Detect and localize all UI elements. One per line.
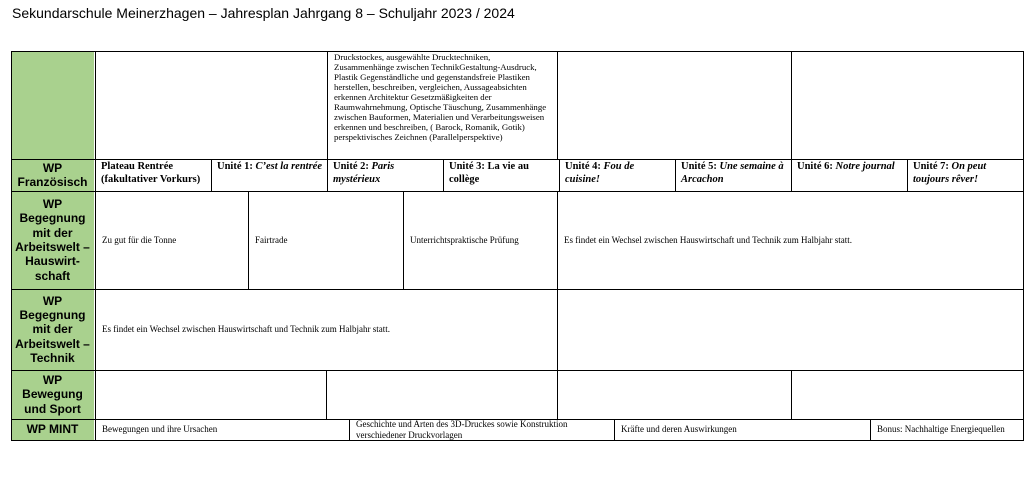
row-label-technik: WP Begegnung mit der Arbeitswelt – Technik	[11, 289, 94, 370]
mint-cell: Geschichte und Arten des 3D-Druckes sowie Konstruktion verschiedener Druckvorlagen	[356, 419, 568, 440]
unit-5: Unité 5: Une semaine à Arcachon	[681, 161, 784, 185]
unit-6: Unité 6: Notre journal	[797, 161, 895, 172]
mint-cell: Kräfte und deren Auswirkungen	[621, 424, 737, 435]
row-label-franzoesisch: WP Französisch	[11, 159, 94, 191]
hauswirtschaft-cell: Zu gut für die Tonne	[102, 234, 177, 245]
unit-3: Unité 3: La vie au collège	[449, 161, 529, 185]
mint-cell: Bewegungen und ihre Ursachen	[102, 424, 218, 435]
unit-7: Unité 7: On peut toujours rêver!	[913, 161, 987, 185]
page-title: Sekundarschule Meinerzhagen – Jahresplan Jahrgang 8 – Schuljahr 2023 / 2024	[12, 5, 515, 21]
hauswirtschaft-cell: Unterrichtspraktische Prüfung	[410, 234, 519, 245]
row-label-mint: WP MINT	[11, 419, 94, 440]
kunst-cell-text: Druckstockes, ausgewählte Drucktechniken, Zusammenhänge zwischen TechnikGestaltung-Ausdruck, Plastik Gegenständliche und gegenstandsfreie Plastiken herstellen, beschreiben, vergleichen, Aussageabsichten erkennen Architektur Gesetzmäßigkeiten der Raumwahrnehmung, Optische Täuschung, Zusammenhänge zwischen Bauformen, Materialien und Verarbeitungsweisen erkennen und beschreiben, ( Barock, Romanik, Gotik) perspektivisches Zeichnen (Parallelperspektive)	[334, 52, 547, 143]
technik-cell: Es findet ein Wechsel zwischen Hauswirtschaft und Technik zum Halbjahr statt.	[102, 324, 390, 335]
hauswirtschaft-cell: Fairtrade	[255, 234, 288, 245]
row-label-hauswirtschaft: WP Begegnung mit der Arbeitswelt – Hauswirt-schaft	[11, 191, 94, 289]
row-label-sport: WP Bewegung und Sport	[11, 370, 94, 419]
unit-1: Unité 1: C’est la rentrée	[217, 161, 322, 172]
unit-4: Unité 4: Fou de cuisine!	[565, 161, 635, 185]
unit-plateau: Plateau Rentrée (fakultativer Vorkurs)	[101, 161, 201, 185]
hauswirtschaft-cell: Es findet ein Wechsel zwischen Hauswirtschaft und Technik zum Halbjahr statt.	[564, 234, 852, 245]
unit-2: Unité 2: Paris mystérieux	[333, 161, 395, 185]
mint-cell: Bonus: Nachhaltige Energiequellen	[877, 424, 1005, 435]
